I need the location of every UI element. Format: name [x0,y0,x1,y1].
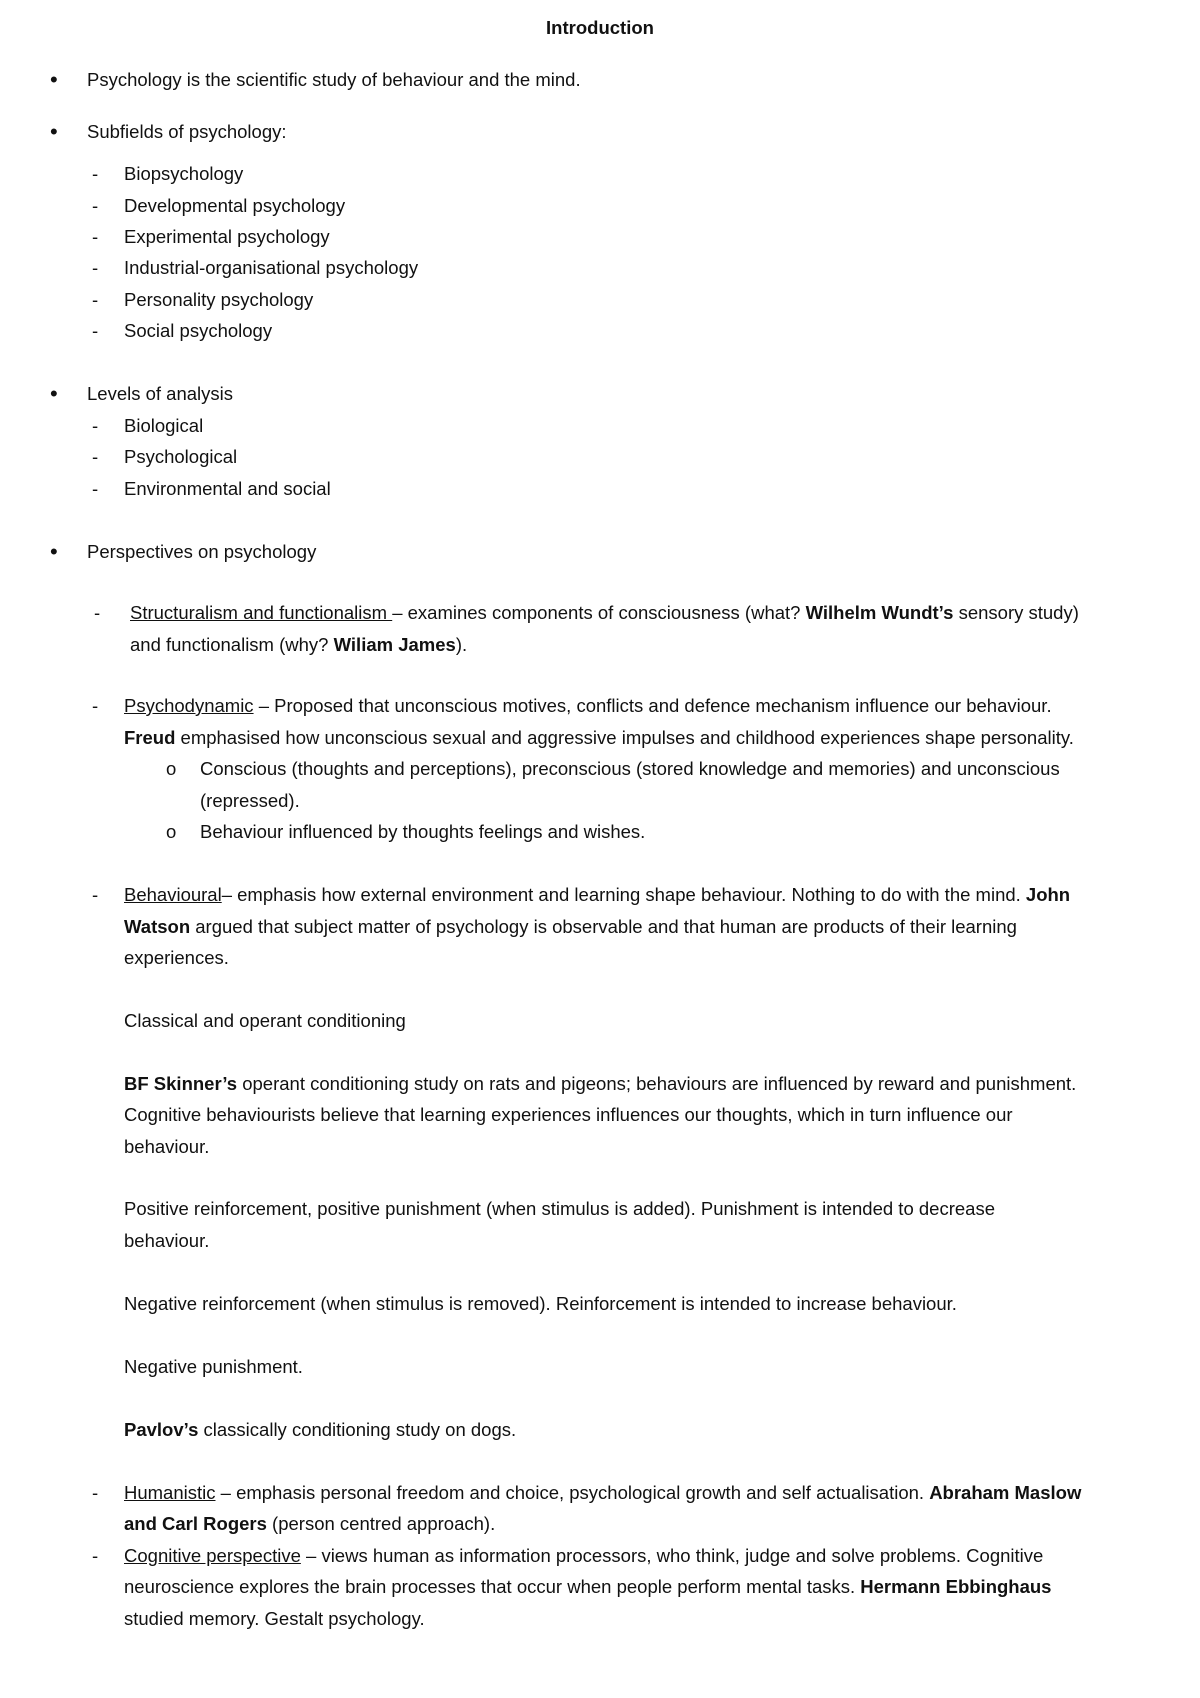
humanistic-line-2 [124,1512,495,1536]
dash-marker: - [92,320,99,341]
bullet-marker: • [50,539,58,564]
bullet-marker: • [50,119,58,144]
behavioural-heading: Behavioural [124,884,222,905]
levels-heading: Levels of analysis [87,383,234,404]
psychodynamic-heading: Psychodynamic [124,695,254,716]
james-name: Wiliam James [333,634,456,655]
subfield-item: Social psychology [124,320,273,341]
structuralism-text: and functionalism (why? [130,634,334,655]
subfield-item: Experimental psychology [124,226,330,247]
rogers-name: and Carl Rogers [124,1513,267,1534]
psychodynamic-sub-2: Behaviour influenced by thoughts feelings and wishes. [200,821,646,842]
circle-marker: o [166,758,177,779]
reinforcement-line-2: behaviour. [124,1230,210,1251]
level-item: Environmental and social [124,478,331,499]
humanistic-line-1 [124,1481,1081,1505]
perspectives-heading: Perspectives on psychology [87,541,317,562]
subfields-heading: Subfields of psychology: [87,121,287,142]
level-item: Psychological [124,446,238,467]
structuralism-line-2 [130,633,467,657]
skinner-line-1 [124,1072,1076,1096]
wundt-name: Wilhelm Wundt’s [805,602,954,623]
bullet-marker: • [50,67,58,92]
dash-marker: - [92,289,99,310]
dash-marker: - [92,884,99,905]
humanistic-heading: Humanistic [124,1482,216,1503]
subfield-item: Personality psychology [124,289,314,310]
psychodynamic-sub-1: Conscious (thoughts and perceptions), preconscious (stored knowledge and memories) and unconscious [200,758,1060,779]
cognitive-text: neuroscience explores the brain processes that occur when people perform mental tasks. [124,1576,861,1597]
structuralism-text: sensory study) [953,602,1079,623]
dash-marker: - [92,1545,99,1566]
maslow-name: Abraham Maslow [929,1482,1082,1503]
pavlov-name: Pavlov’s [124,1419,199,1440]
structuralism-line-1 [130,601,1079,625]
behavioural-line-1 [124,883,1070,907]
behavioural-line-2 [124,915,1017,939]
structuralism-text: – examines components of consciousness (what? [392,602,806,623]
humanistic-text: (person centred approach). [266,1513,496,1534]
reinforcement-line-1: Positive reinforcement, positive punishment (when stimulus is added). Punishment is intended to decrease [124,1198,995,1219]
humanistic-text: – emphasis personal freedom and choice, psychological growth and self actualisation. [215,1482,930,1503]
skinner-text: operant conditioning study on rats and pigeons; behaviours are influenced by reward and punishment. [237,1073,1077,1094]
psychodynamic-text: emphasised how unconscious sexual and aggressive impulses and childhood experiences shape personality. [175,727,1074,748]
skinner-name: BF Skinner’s [124,1073,238,1094]
dash-marker: - [92,226,99,247]
dash-marker: - [92,446,99,467]
dash-marker: - [92,195,99,216]
ebbinghaus-name: Hermann Ebbinghaus [860,1576,1052,1597]
watson-name: Watson [124,916,191,937]
definition-text: Psychology is the scientific study of behaviour and the mind. [87,69,581,90]
cognitive-text: – views human as information processors, who think, judge and solve problems. Cognitive [300,1545,1044,1566]
pavlov-text: classically conditioning study on dogs. [198,1419,517,1440]
dash-marker: - [92,478,99,499]
behavioural-text: argued that subject matter of psychology is observable and that human are products of their learning [190,916,1017,937]
negative-punishment: Negative punishment. [124,1356,303,1377]
subfield-item: Biopsychology [124,163,244,184]
structuralism-heading: Structuralism and functionalism [130,602,393,623]
structuralism-text: ). [455,634,468,655]
psychodynamic-text: – Proposed that unconscious motives, conflicts and defence mechanism influence our behaviour. [253,695,1052,716]
skinner-line-3: behaviour. [124,1136,210,1157]
dash-marker: - [92,1482,99,1503]
cognitive-line-1 [124,1544,1043,1568]
bullet-marker: • [50,381,58,406]
dash-marker: - [92,415,99,436]
conditioning-label: Classical and operant conditioning [124,1010,406,1031]
page-title: Introduction [546,17,654,38]
cognitive-line-3: studied memory. Gestalt psychology. [124,1608,425,1629]
dash-marker: - [92,257,99,278]
psychodynamic-sub-1-cont: (repressed). [200,790,300,811]
behavioural-text: – emphasis how external environment and learning shape behaviour. Nothing to do with the mind. [221,884,1026,905]
subfield-item: Industrial-organisational psychology [124,257,419,278]
freud-name: Freud [124,727,176,748]
psychodynamic-line-1 [124,694,1052,718]
skinner-line-2: Cognitive behaviourists believe that learning experiences influences our thoughts, which in turn influence our [124,1104,1013,1125]
circle-marker: o [166,821,177,842]
dash-marker: - [92,695,99,716]
psychodynamic-line-2 [124,726,1074,750]
dash-marker: - [94,602,101,623]
behavioural-line-3: experiences. [124,947,229,968]
subfield-item: Developmental psychology [124,195,346,216]
pavlov-line [124,1418,516,1442]
level-item: Biological [124,415,204,436]
dash-marker: - [92,163,99,184]
cognitive-heading: Cognitive perspective [124,1545,301,1566]
negative-reinforcement: Negative reinforcement (when stimulus is removed). Reinforcement is intended to increase behaviour. [124,1293,957,1314]
cognitive-line-2 [124,1575,1051,1599]
watson-name: John [1025,884,1071,905]
